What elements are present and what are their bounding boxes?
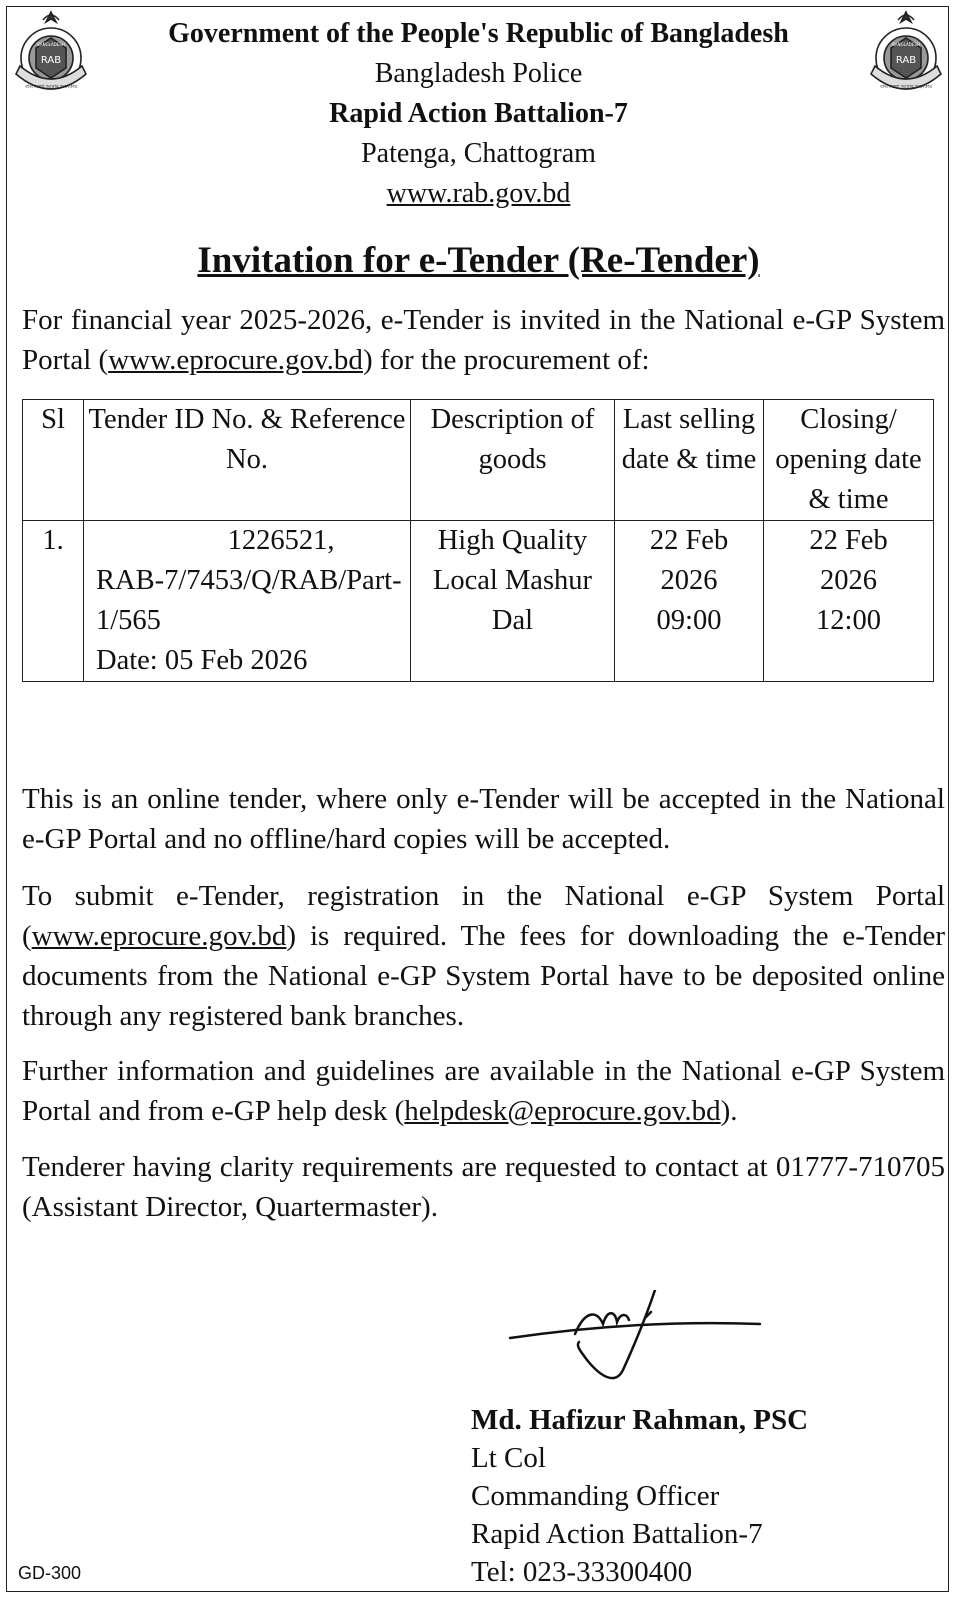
row-last-selling-date: 22 Feb 2026 <box>649 525 729 596</box>
notice-title: Invitation for e-Tender (Re-Tender) <box>197 240 760 281</box>
tender-table <box>22 399 934 682</box>
signatory-unit: Rapid Action Battalion-7 <box>471 1518 763 1550</box>
col-description: Description of goods <box>411 400 615 521</box>
signatory-designation: Commanding Officer <box>471 1480 720 1512</box>
row-last-selling-time: 09:00 <box>656 605 722 636</box>
signatory-rank: Lt Col <box>471 1442 546 1474</box>
row-date: Date: 05 Feb 2026 <box>96 645 308 676</box>
signatory-name: Md. Hafizur Rahman, PSC <box>471 1404 809 1436</box>
paragraph-contact: Tenderer having clarity requirements are requested to contact at 01777-710705 (Assistant Director, Quartermaster). <box>22 1151 945 1223</box>
header-government: Government of the People's Republic of Bangladesh <box>168 18 789 49</box>
row-reference: RAB-7/7453/Q/RAB/Part-1/565 <box>96 565 402 636</box>
row-closing-date: 22 Feb 2026 <box>809 525 888 596</box>
intro-text: For financial year 2025-2026, e-Tender is invited in the National e-GP System Portal ( <box>22 304 945 376</box>
row-sl: 1. <box>23 521 84 682</box>
signature-icon <box>505 1290 765 1400</box>
col-sl: Sl <box>23 400 84 521</box>
row-closing-cell <box>764 521 934 682</box>
col-closing: Closing/ opening date & time <box>764 400 934 521</box>
row-tender-id: 1226521, <box>227 525 335 556</box>
helpdesk-email-link[interactable]: helpdesk@eprocure.gov.bd <box>404 1095 721 1127</box>
col-tender-id: Tender ID No. & Reference No. <box>84 400 411 521</box>
header-police: Bangladesh Police <box>374 58 583 89</box>
paragraph-registration <box>22 876 945 1036</box>
signatory-tel: Tel: 023-33300400 <box>471 1556 693 1588</box>
logo-ring-text: BANGLADESH <box>37 42 65 47</box>
row-description: High Quality Local Mashur Dal <box>411 521 615 682</box>
intro-text-end: ) for the procurement of: <box>362 344 650 376</box>
col-last-selling: Last selling date & time <box>615 400 764 521</box>
paragraph-helpdesk <box>22 1051 945 1131</box>
header-website-link[interactable]: www.rab.gov.bd <box>386 178 571 209</box>
registration-text: To submit e-Tender, registration in the National e-GP System Portal ( <box>22 880 945 952</box>
header-battalion: Rapid Action Battalion-7 <box>329 98 628 129</box>
logo-motto: বাংলাদেশ আমার অহংকার <box>25 84 77 90</box>
helpdesk-text-end: ). <box>720 1095 738 1127</box>
logo-text: RAB <box>40 55 62 66</box>
logo-ring-text: BANGLADESH <box>892 42 920 47</box>
table-row <box>23 521 934 682</box>
logo-motto: বাংলাদেশ আমার অহংকার <box>880 84 932 90</box>
footer-code: GD-300 <box>18 1563 82 1583</box>
row-closing-time: 12:00 <box>816 605 881 636</box>
eprocure-link[interactable]: www.eprocure.gov.bd <box>108 344 363 376</box>
paragraph-online-tender: This is an online tender, where only e-Tender will be accepted in the National e-GP Portal and no offline/hard copies will be accepted. <box>22 783 945 855</box>
table-header-row <box>23 400 934 521</box>
row-last-selling-cell <box>615 521 764 682</box>
helpdesk-text: Further information and guidelines are available in the National e-GP System Portal and from e-GP help desk ( <box>22 1055 945 1127</box>
row-tender-id-cell <box>84 521 411 682</box>
logo-text: RAB <box>895 55 917 66</box>
intro-paragraph <box>22 300 945 380</box>
header-location: Patenga, Chattogram <box>361 138 596 169</box>
registration-text-end: ) is required. The fees for downloading the e-Tender documents from the National e-GP System Portal have to be deposited online through any registered bank branches. <box>22 920 945 1032</box>
eprocure-link-2[interactable]: www.eprocure.gov.bd <box>31 920 287 952</box>
